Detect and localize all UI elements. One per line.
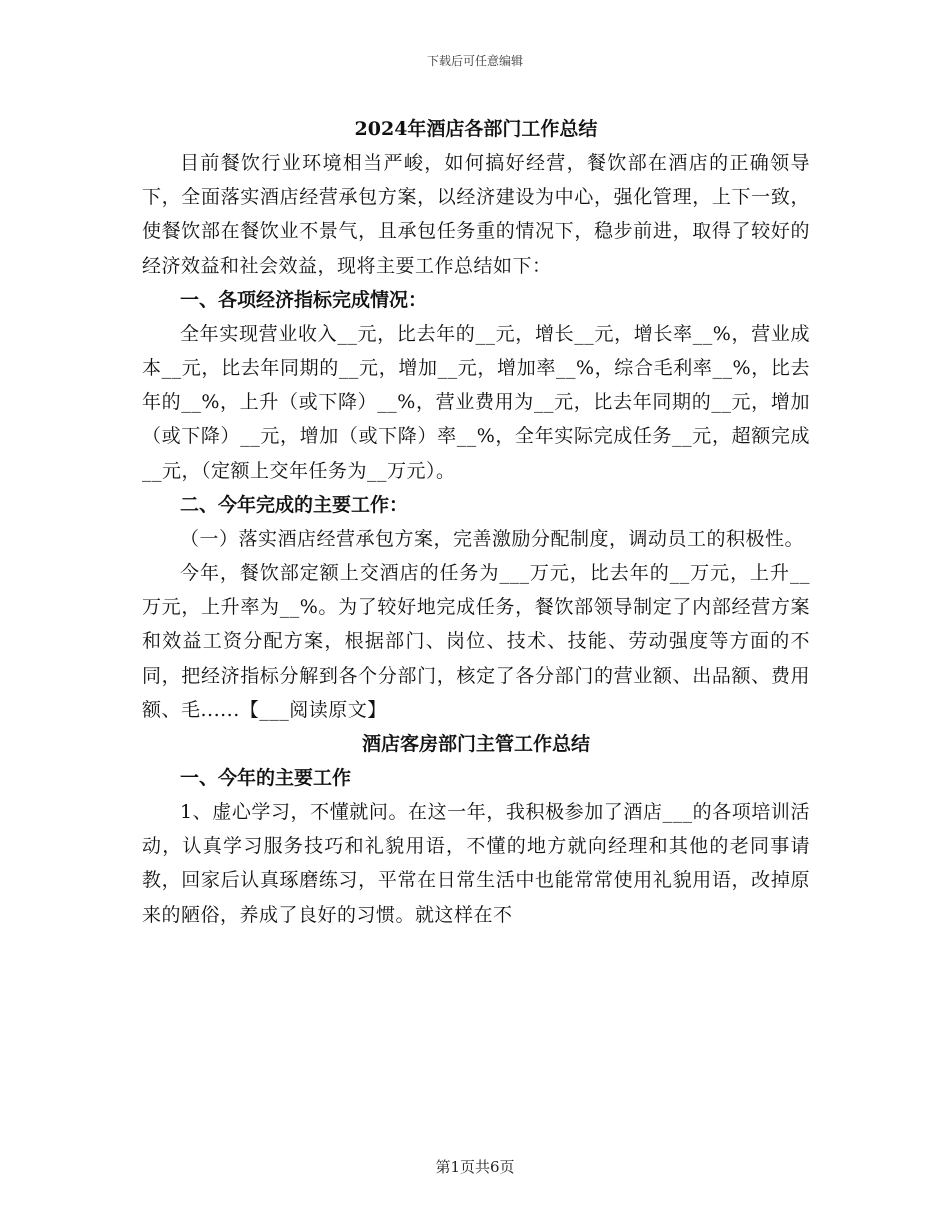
- document-body: [142, 112, 810, 932]
- second-article-title: 酒店客房部门主管工作总结: [361, 733, 590, 756]
- section-heading-main-work: 二、今年完成的主要工作：: [180, 493, 409, 516]
- learning-paragraph: 1、虚心学习，不懂就问。在这一年，我积极参加了酒店___的各项培训活动，认真学习服务技巧和礼貌用语，不懂的地方就向经理和其他的老同事请教，回家后认真琢磨练习，平常在日常生活中也能常常使用礼貌用语，改掉原来的陋俗，养成了良好的习惯。就这样在不: [142, 801, 810, 926]
- header-note: 下载后可任意编辑: [426, 54, 523, 68]
- section-heading-economic-indicators: 一、各项经济指标完成情况：: [180, 288, 428, 311]
- contract-plan-text: 今年，餐饮部定额上交酒店的任务为___万元，比去年的__万元，上升__万元，上升率为__%。为了较好地完成任务，餐饮部领导制定了内部经营方案和效益工资分配方案，根据部门、岗位、技术、技能、劳动强度等方面的不同，把经济指标分解到各个分部门，核定了各分部门的营业额、出品额、费用额、毛......: [142, 562, 810, 721]
- read-original-link[interactable]: 【___阅读原文】: [239, 698, 387, 721]
- contract-plan-paragraph: [142, 556, 810, 727]
- document-title: 2024年酒店各部门工作总结: [354, 118, 598, 140]
- economic-indicators-paragraph: 全年实现营业收入__元，比去年的__元，增长__元，增长率__%，营业成本__元，比去年同期的__元，增加__元，增加率__%，综合毛利率__%，比去年的__%，上升（或下降）__%，营业费用为__元，比去年同期的__元，增加（或下降）__元，增加（或下降）率__%，全年实际完成任务__元，超额完成__元，（定额上交年任务为__万元）。: [142, 322, 810, 482]
- subsection-heading-contract-plan: （一）落实酒店经营承包方案，完善激励分配制度，调动员工的积极性。: [180, 527, 805, 550]
- section-heading-this-year-work: 一、今年的主要工作: [180, 767, 352, 790]
- intro-paragraph: 目前餐饮行业环境相当严峻，如何搞好经营，餐饮部在酒店的正确领导下，全面落实酒店经营承包方案，以经济建设为中心，强化管理，上下一致，使餐饮部在餐饮业不景气，且承包任务重的情况下，稳步前进，取得了较好的经济效益和社会效益，现将主要工作总结如下：: [142, 152, 810, 277]
- page-number: 第1页共6页: [435, 1158, 515, 1176]
